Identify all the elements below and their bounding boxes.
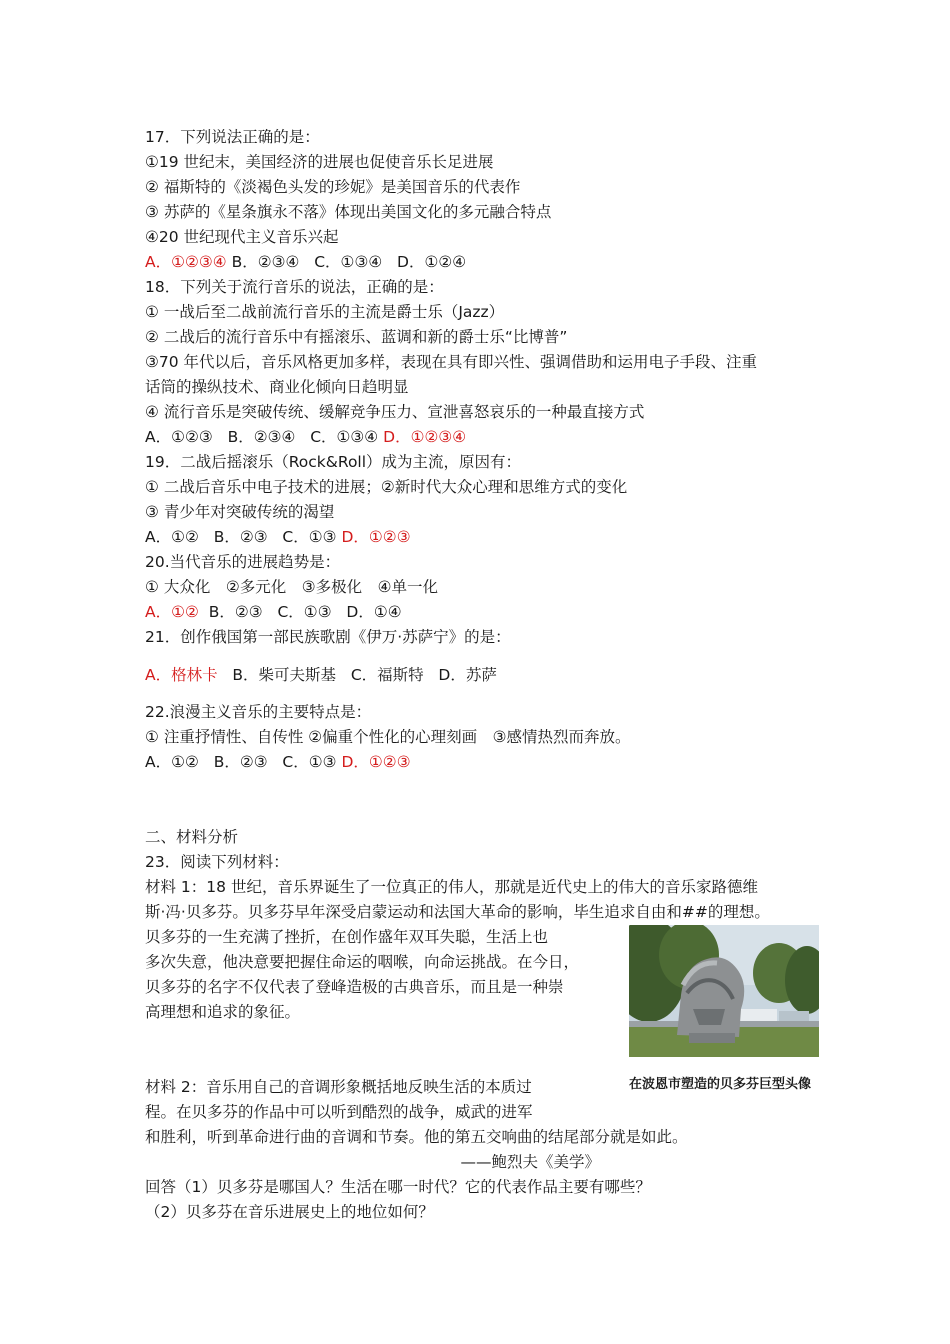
q22-stem: 22.浪漫主义音乐的主要特点是： xyxy=(145,703,372,721)
q22-option-c: C．①③ xyxy=(282,753,337,771)
q21-options xyxy=(145,663,825,688)
q17-option-a: A．①②③④ xyxy=(145,253,227,271)
q18-options xyxy=(145,425,825,450)
material-2-line-2: 程。在贝多芬的作品中可以听到酷烈的战争，威武的进军 xyxy=(145,1103,533,1121)
q21-option-c: C．福斯特 xyxy=(350,666,424,684)
photo-caption: 在波恩市塑造的贝多芬巨型头像 xyxy=(628,1077,811,1092)
q18-item-1: ① 一战后至二战前流行音乐的主流是爵士乐（Jazz） xyxy=(145,303,505,321)
q18-option-d: D．①②③④ xyxy=(383,428,467,446)
q18-item-4: ④ 流行音乐是突破传统、缓解竞争压力、宣泄喜怒哀乐的一种最直接方式 xyxy=(145,403,645,421)
q17-item-3: ③ 苏萨的《星条旗永不落》体现出美国文化的多元融合特点 xyxy=(145,203,552,221)
q18-option-c: C．①③④ xyxy=(310,428,379,446)
q19-option-d: D．①②③ xyxy=(341,528,411,546)
q19-option-c: C．①③ xyxy=(282,528,337,546)
beethoven-statue-image xyxy=(629,925,819,1057)
q20-option-c: C．①③ xyxy=(277,603,332,621)
q19-option-b: B．②③ xyxy=(213,528,268,546)
q22-option-a: A．①② xyxy=(145,753,199,771)
question-2: （2）贝多芬在音乐进展史上的地位如何？ xyxy=(145,1203,434,1221)
q18-option-a: A．①②③ xyxy=(145,428,213,446)
q17-item-2: ② 福斯特的《淡褐色头发的珍妮》是美国音乐的代表作 xyxy=(145,178,521,196)
material-1-line-2: 斯·冯·贝多芬。贝多芬早年深受启蒙运动和法国大革命的影响，毕生追求自由和##的理想。 xyxy=(145,903,770,921)
q20-option-d: D．①④ xyxy=(346,603,402,621)
q17-option-c: C．①③④ xyxy=(314,253,383,271)
q17-option-b: B．②③④ xyxy=(231,253,300,271)
material-1-line-6: 高理想和追求的象征。 xyxy=(145,1003,301,1021)
q22-option-d: D．①②③ xyxy=(341,753,411,771)
q21-stem: 21．创作俄国第一部民族歌剧《伊万·苏萨宁》的是： xyxy=(145,628,511,646)
q22-item-1: ① 注重抒情性、自传性 ②偏重个性化的心理刻画 ③感情热烈而奔放。 xyxy=(145,728,631,746)
material-1-line-3: 贝多芬的一生充满了挫折，在创作盛年双耳失聪，生活上也 xyxy=(145,928,549,946)
q20-stem: 20.当代音乐的进展趋势是： xyxy=(145,553,341,571)
q22-option-b: B．②③ xyxy=(213,753,268,771)
q18-item-2: ② 二战后的流行音乐中有摇滚乐、蓝调和新的爵士乐“比博普” xyxy=(145,328,568,346)
q21-option-a: A．格林卡 xyxy=(145,666,218,684)
q21-option-b: B．柴可夫斯基 xyxy=(232,666,337,684)
q20-option-b: B．②③ xyxy=(208,603,263,621)
q20-item-1: ① 大众化 ②多元化 ③多极化 ④单一化 xyxy=(145,578,439,596)
q19-item-1: ① 二战后音乐中电子技术的进展；②新时代大众心理和思维方式的变化 xyxy=(145,478,628,496)
q18-option-b: B．②③④ xyxy=(227,428,296,446)
q18-stem: 18．下列关于流行音乐的说法，正确的是： xyxy=(145,278,444,296)
beethoven-statue-photo xyxy=(629,925,819,1057)
material-1-line-5: 贝多芬的名字不仅代表了登峰造极的古典音乐，而且是一种崇 xyxy=(145,978,564,996)
material-source: ——鲍烈夫《美学》 xyxy=(460,1153,600,1171)
q19-item-2: ③ 青少年对突破传统的渴望 xyxy=(145,503,335,521)
material-2-line-1: 材料 2：音乐用自己的音调形象概括地反映生活的本质过 xyxy=(145,1078,532,1096)
material-1-line-1: 材料 1：18 世纪，音乐界诞生了一位真正的伟人，那就是近代史上的伟大的音乐家路德维 xyxy=(145,878,758,896)
section-heading: 二、材料分析 xyxy=(145,828,239,846)
q21-option-d: D．苏萨 xyxy=(438,666,497,684)
q19-stem: 19．二战后摇滚乐（Rock&Roll）成为主流，原因有： xyxy=(145,453,522,471)
material-2-line-3: 和胜利，听到革命进行曲的音调和节奏。他的第五交响曲的结尾部分就是如此。 xyxy=(145,1128,688,1146)
q20-options xyxy=(145,600,825,625)
q17-stem: 17．下列说法正确的是： xyxy=(145,128,320,146)
q23-stem: 23．阅读下列材料： xyxy=(145,853,289,871)
q19-option-a: A．①② xyxy=(145,528,199,546)
q22-options xyxy=(145,750,825,775)
q18-item-3: ③70 年代以后，音乐风格更加多样，表现在具有即兴性、强调借助和运用电子手段、注重 xyxy=(145,353,758,371)
q18-item-3-cont: 话筒的操纵技术、商业化倾向日趋明显 xyxy=(145,378,409,396)
q17-item-1: ①19 世纪末，美国经济的进展也促使音乐长足进展 xyxy=(145,153,494,171)
worksheet xyxy=(145,125,825,1225)
q19-options xyxy=(145,525,825,550)
q17-option-d: D．①②④ xyxy=(397,253,467,271)
question-1: 回答（1）贝多芬是哪国人？生活在哪一时代？它的代表作品主要有哪些？ xyxy=(145,1178,651,1196)
material-1-line-4: 多次失意，他决意要把握住命运的咽喉，向命运挑战。在今日， xyxy=(145,953,580,971)
q20-option-a: A．①② xyxy=(145,603,199,621)
q17-item-4: ④20 世纪现代主义音乐兴起 xyxy=(145,228,339,246)
q17-options xyxy=(145,250,825,275)
